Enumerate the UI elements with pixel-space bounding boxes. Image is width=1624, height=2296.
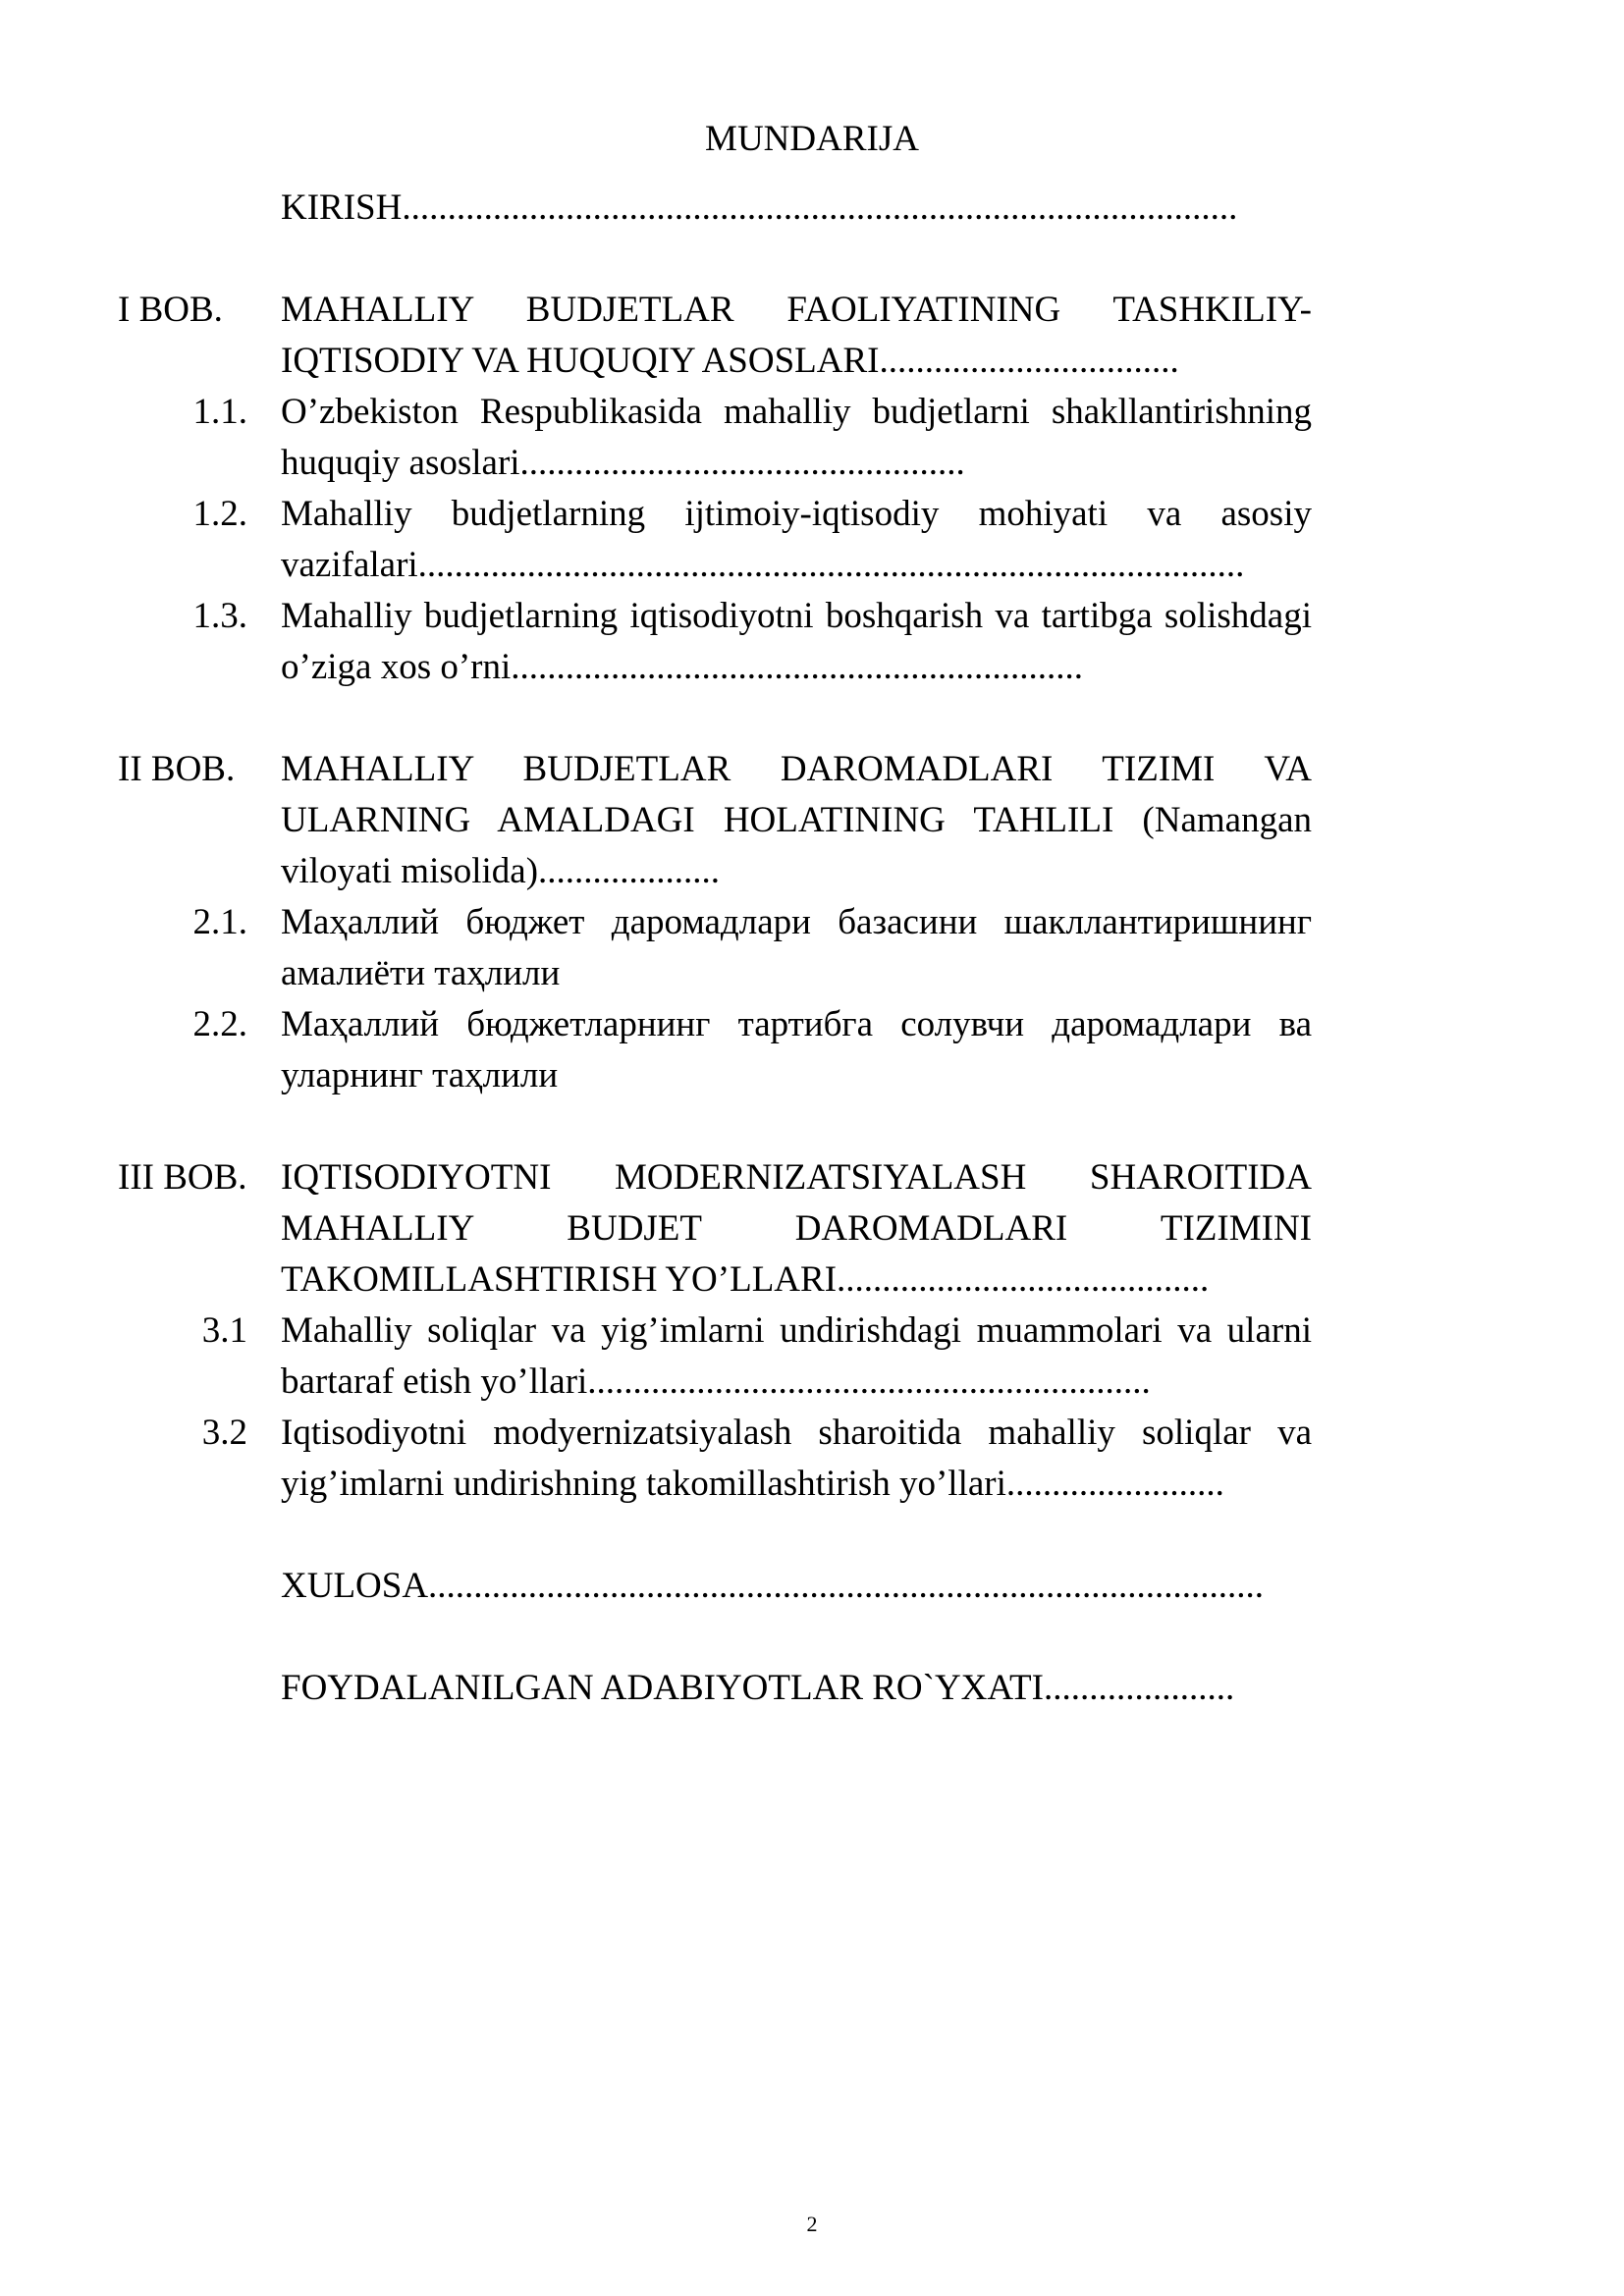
page-number: 2	[806, 2212, 818, 2236]
toc-entry-label: III BOB.	[118, 1157, 247, 1198]
toc-entry-text: Mahalliy budjetlarning ijtimoiy-iqtisodiy mohiyati va asosiy vazifalari...........................................................................................	[281, 494, 1312, 585]
toc-entry-text: O’zbekiston Respublikasida mahalliy budjetlarni shakllantirishning huquqiy asoslari.................................................	[281, 392, 1312, 483]
toc-entry-label: 1.2.	[192, 494, 247, 534]
toc-entry-text: IQTISODIYOTNI MODERNIZATSIYALASH SHAROITIDA MAHALLIY BUDJET DAROMADLARI TIZIMINI TAKOMILLASHTIRISH YO’LLARI.........................................	[281, 1157, 1312, 1300]
toc-entry-chapter-3	[118, 1152, 1312, 1306]
toc-entry-label: 1.1.	[192, 392, 247, 432]
toc-entry-conclusion	[118, 1561, 1312, 1612]
toc-entry-text: Mahalliy soliqlar va yig’imlarni undirishdagi muammolari va ularni bartaraf etish yo’llari..............................................................	[281, 1310, 1312, 1402]
toc-entry-chapter-1	[118, 285, 1312, 387]
toc-entry-section-2-1	[118, 897, 1312, 999]
toc-entry-introduction	[118, 183, 1312, 234]
toc-entry-section-2-2	[118, 999, 1312, 1101]
toc-entry-text: Iqtisodiyotni modyernizatsiyalash sharoitida mahalliy soliqlar va yig’imlarni undirishning takomillashtirish yo’llari........................	[281, 1413, 1312, 1504]
toc-entry-section-1-1	[118, 387, 1312, 489]
toc-entry-bibliography	[118, 1663, 1312, 1714]
toc-entry-section-1-2	[118, 489, 1312, 591]
toc-entry-label: II BOB.	[118, 749, 236, 789]
toc-entry-section-3-1	[118, 1306, 1312, 1408]
toc-entry-label: 2.2.	[192, 1004, 247, 1044]
toc-entry-text: MAHALLIY BUDJETLAR DAROMADLARI TIZIMI VA ULARNING AMALDAGI HOLATINING TAHLILI (Namangan viloyati misolida)....................	[281, 749, 1312, 891]
toc-entry-section-1-3	[118, 591, 1312, 693]
toc-entry-text: Маҳаллий бюджетларнинг тартибга солувчи даромадлари ва уларнинг таҳлили	[281, 1004, 1312, 1095]
toc-entry-label: 2.1.	[192, 902, 247, 942]
toc-entry-section-3-2	[118, 1408, 1312, 1510]
toc-entry-label: 1.3.	[192, 596, 247, 636]
toc-entry-text: XULOSA............................................................................................	[281, 1566, 1265, 1606]
toc-entry-label: I BOB.	[118, 290, 223, 330]
toc-entry-text: Маҳаллий бюджет даромадлари базасини шакллантиришнинг амалиёти таҳлили	[281, 902, 1312, 993]
page-title: MUNDARIJA	[705, 119, 919, 159]
toc-entry-text: KIRISH............................................................................................	[281, 187, 1238, 228]
toc-entry-text: MAHALLIY BUDJETLAR FAOLIYATINING TASHKILIY-IQTISODIY VA HUQUQIY ASOSLARI.................................	[281, 290, 1312, 381]
toc-entry-label: 3.1	[201, 1310, 247, 1351]
toc-entry-label: 3.2	[201, 1413, 247, 1453]
toc-entry-text: Mahalliy budjetlarning iqtisodiyotni boshqarish va tartibga solishdagi o’ziga xos o’rni...............................................................	[281, 596, 1312, 687]
toc-entry-text: FOYDALANILGAN ADABIYOTLAR RO`YXATI.....................	[281, 1668, 1235, 1708]
toc-entry-chapter-2	[118, 744, 1312, 897]
